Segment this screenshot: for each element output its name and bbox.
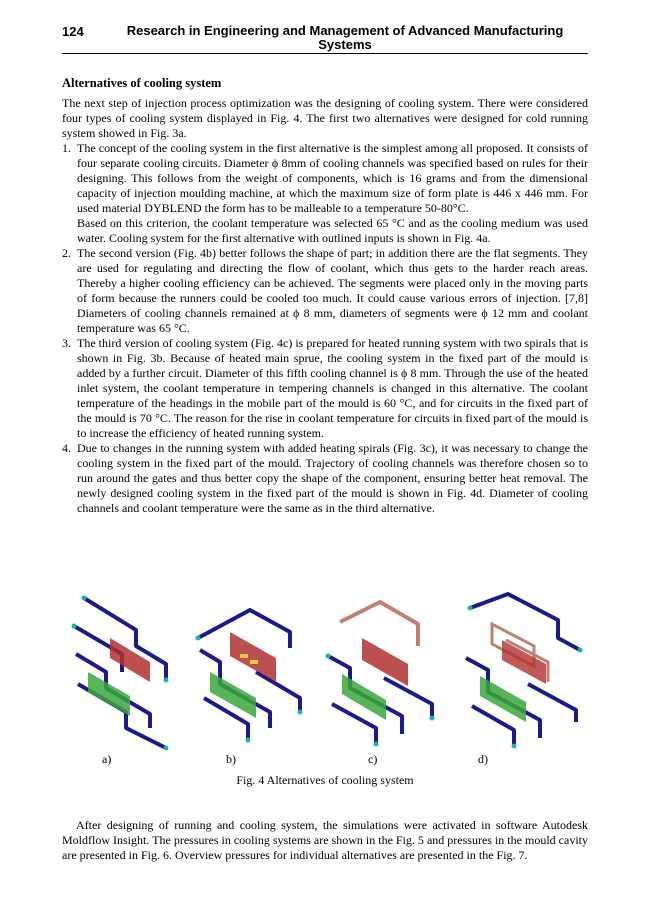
alternatives-list — [62, 141, 588, 516]
section-heading: Alternatives of cooling system — [62, 76, 222, 90]
figure-label-c: c) — [368, 752, 378, 766]
list-item — [62, 246, 588, 336]
journal-title: Research in Engineering and Management of Advanced Manufacturing Systems — [126, 23, 564, 52]
cooling-system-b-diagram — [190, 588, 308, 750]
list-item — [62, 336, 588, 441]
closing-paragraph: After designing of running and cooling system, the simulations were activated in software Autodesk Moldflow Insight. The pressures in cooling systems are shown in the Fig. 5 and pressures in the mould cavity are presented in Fig. 6. Overview pressures for individual alternatives are presented in the Fig. 7. — [62, 818, 588, 862]
cooling-system-a-diagram — [66, 588, 184, 750]
main-content — [62, 76, 588, 516]
figure-label-d: d) — [478, 752, 488, 766]
cooling-system-d-diagram — [458, 588, 588, 750]
page-number: 124 — [62, 24, 84, 39]
page-header — [62, 22, 588, 54]
moving-part — [210, 672, 256, 718]
item-text: The concept of the cooling system in the first alternative is the simplest among all proposed. It consists of four separate cooling circuits. Diameter ϕ 8mm of cooling channels was specified based on rules for their designing. This follows from the weight of components, which is 16 grams and from the dimensional capacity of injection moulding machine, at which the maximum size of form plate is 446 x 446 mm. For used material DYBLEND the form has to be malleable to a temperature 50-80°C. — [77, 141, 588, 215]
figure-label-a: a) — [102, 752, 112, 766]
item-number: 4. — [62, 441, 71, 455]
item-text: Due to changes in the running system with added heating spirals (Fig. 3c), it was necessary to change the cooling system in the fixed part of the mould. Trajectory of cooling channels was therefore chosen so to run around the gates and thus better copy the shape of the component, ensuring better heat removal. The newly designed cooling system in the fixed part of the mould is shown in Fig. 4d. Diameter of cooling channels and coolant temperature were the same as in the third alternative. — [77, 441, 588, 515]
figure-label-b: b) — [226, 752, 236, 766]
moving-part — [88, 672, 130, 716]
item-text: The third version of cooling system (Fig. 4c) is prepared for heated running system with two spirals that is shown in Fig. 3b. Because of heated main sprue, the cooling system in the fixed part of the mould is added by a further circuit. Diameter of this fifth cooling channel is ϕ 8 mm. Through the use of the heated inlet system, the coolant temperature in tempering channels is changed in this alternative. The coolant temperature of the headings in the mobile part of the mould is 60 °C, and for circuits in the fixed part of the mould is 70 °C. The reason for the rise in coolant temperature for circuits in fixed part of the mould is to increase the efficiency of heated running system. — [77, 336, 588, 440]
item-number: 1. — [62, 141, 71, 155]
fixed-part — [110, 638, 150, 682]
cooling-system-c-diagram — [320, 588, 438, 750]
fixed-part — [230, 632, 276, 682]
fixed-part — [502, 640, 546, 684]
list-item — [62, 141, 588, 246]
figure-4 — [62, 588, 588, 788]
item-text: The second version (Fig. 4b) better follows the shape of part; in addition there are the flat segments. They are used for regulating and directing the flow of coolant, which thus gets to the harder reach areas. Thereby a higher cooling efficiency can be achieved. The segments were placed only in the moving parts of form because the runners could be cooled too much. It could cause various errors of injection. [7,8] Diameters of cooling channels remained at ϕ 8 mm, diameters of segments were ϕ 12 mm and coolant temperature was 65 °C. — [77, 246, 588, 335]
item-number: 3. — [62, 336, 71, 350]
list-item — [62, 441, 588, 516]
intro-paragraph: The next step of injection process optimization was the designing of cooling system. There were considered four types of cooling system displayed in Fig. 4. The first two alternatives were designed for cold running system showed in Fig. 3a. — [62, 96, 588, 140]
figure-caption: Fig. 4 Alternatives of cooling system — [236, 773, 414, 787]
item-number: 2. — [62, 246, 71, 260]
item-extra-text: Based on this criterion, the coolant temperature was selected 65 °C and as the cooling medium was used water. Cooling system for the first alternative with outlined inputs is shown in Fig. 4a. — [77, 216, 588, 245]
